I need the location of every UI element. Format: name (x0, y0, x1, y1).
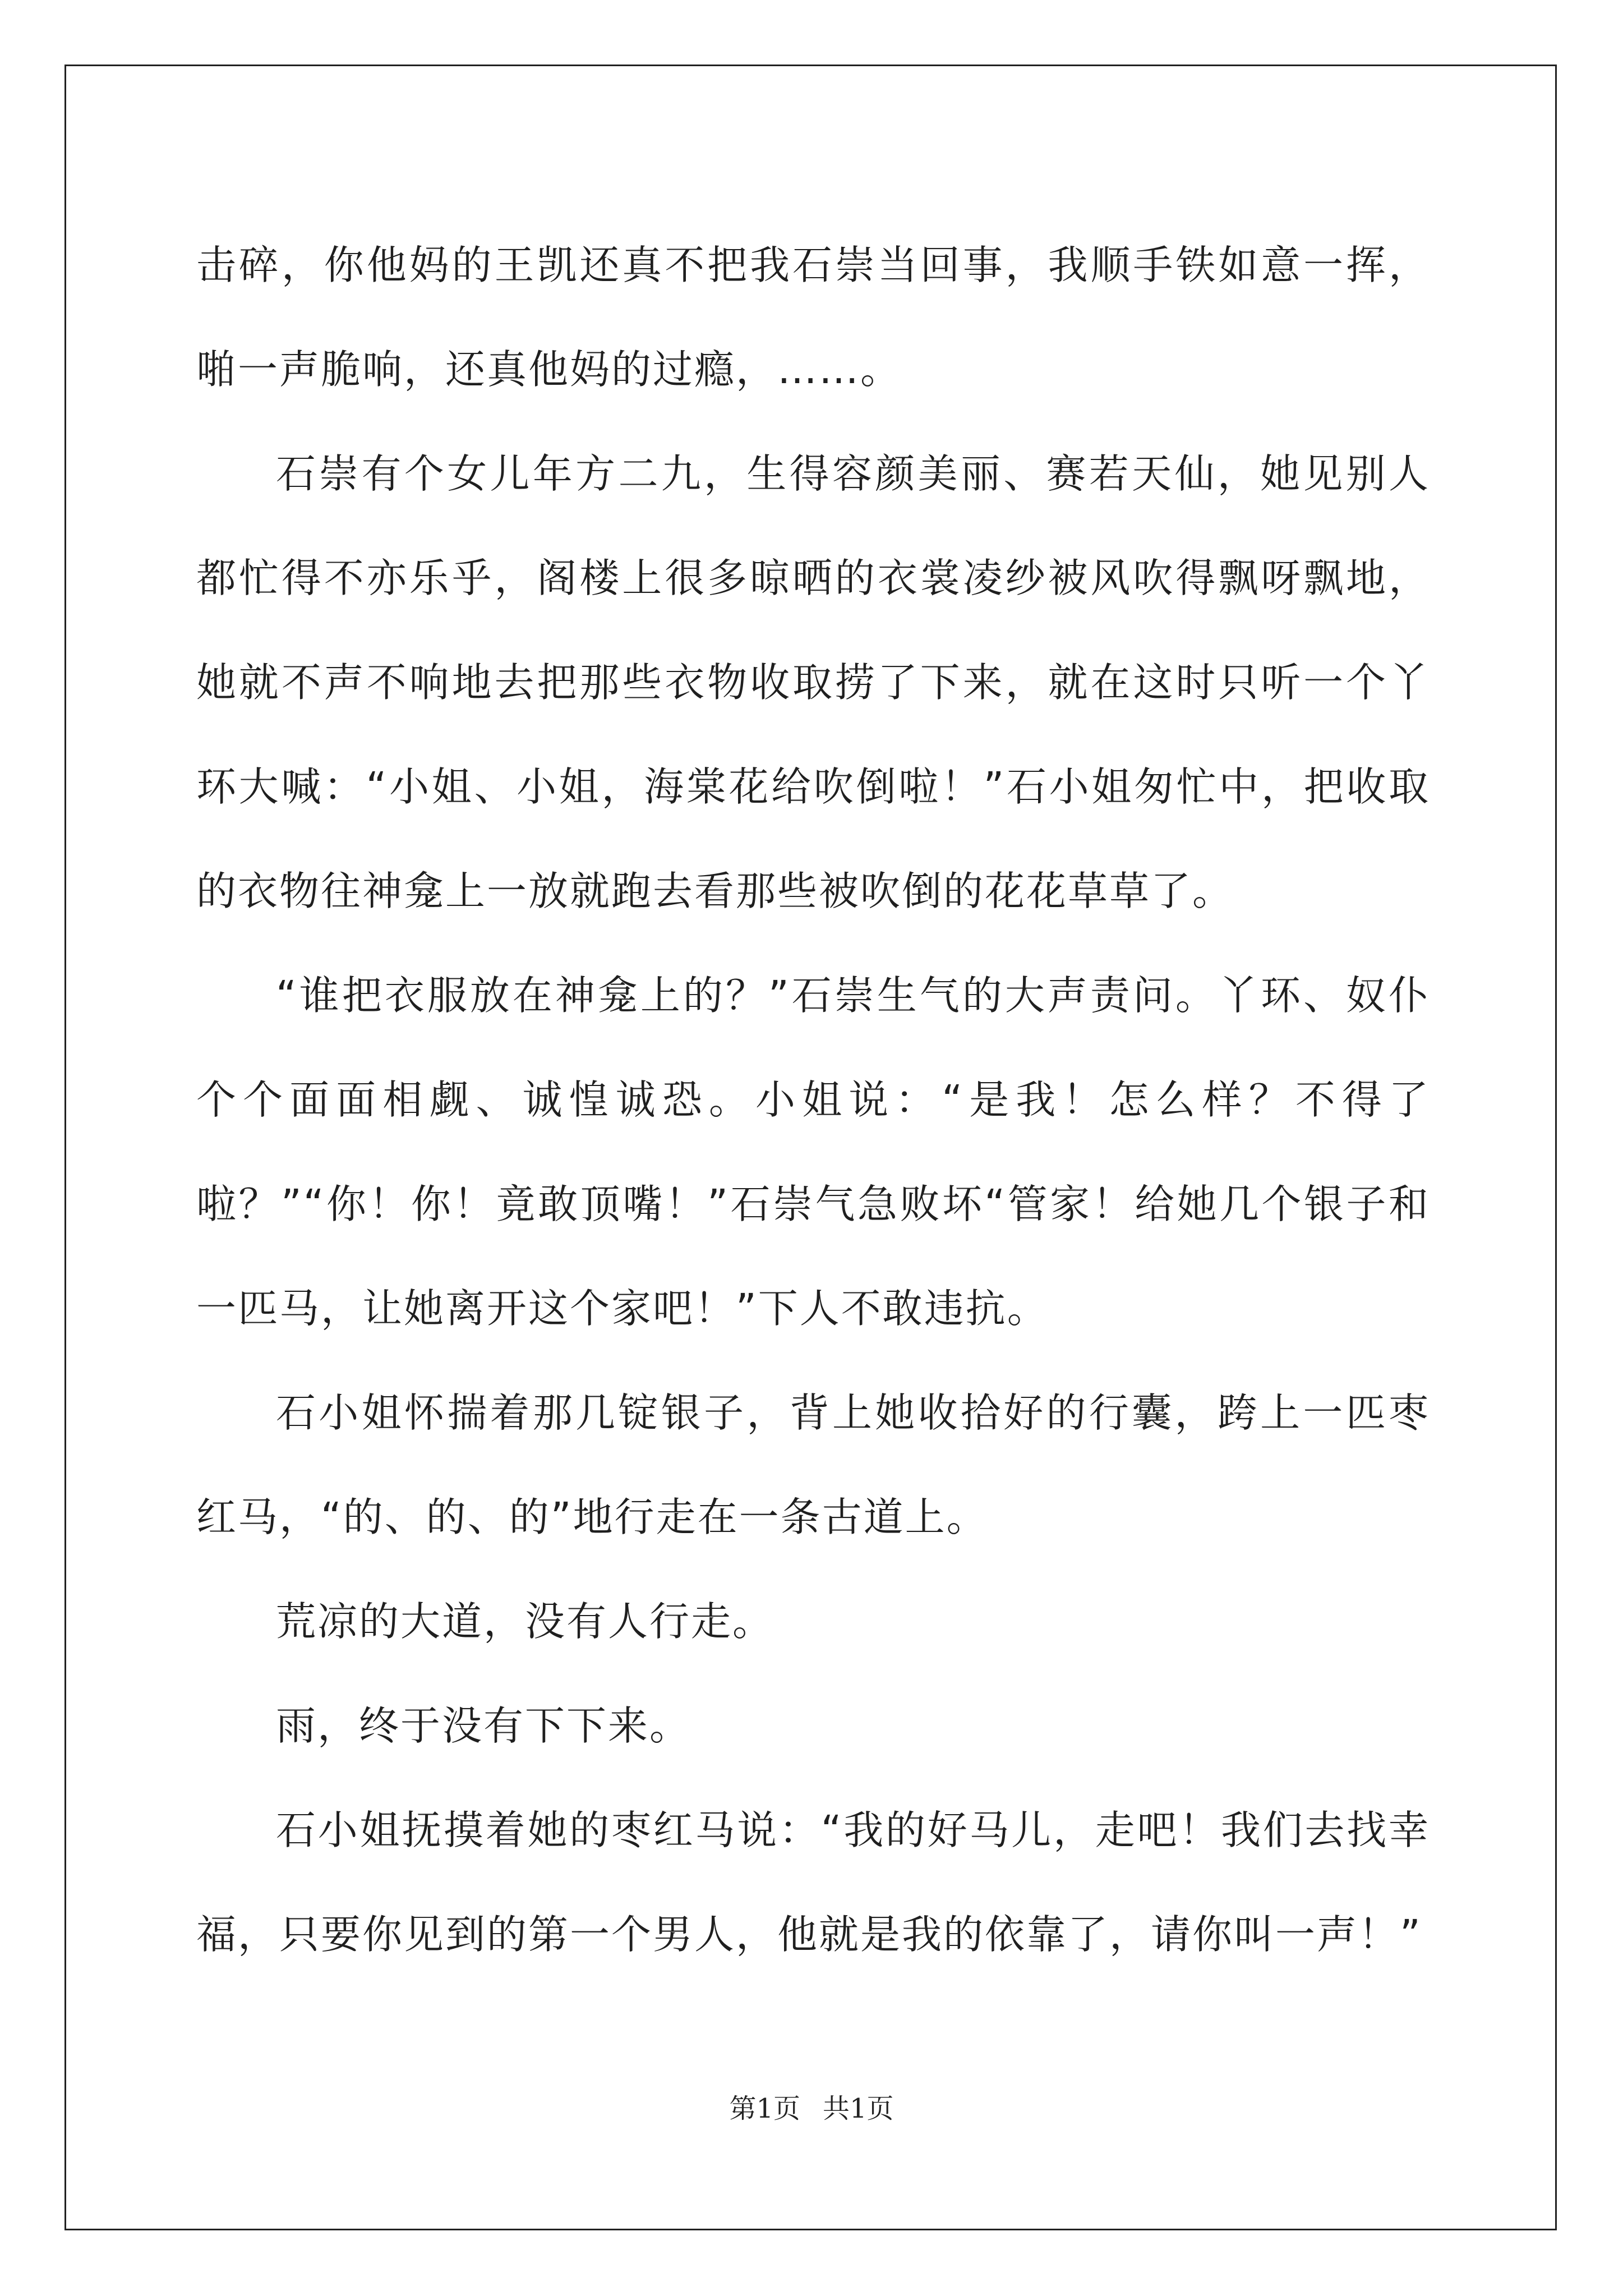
paragraph: 石小姐怀揣着那几锭银子，背上她收拾好的行囊，跨上一匹枣红马，“的、的、的”地行走在一条古道上。 (196, 1389, 1430, 1540)
paragraph: 石小姐抚摸着她的枣红马说：“我的好马儿，走吧！我们去找幸福，只要你见到的第一个男人，他就是我的依靠了，请你叫一声！” (196, 1807, 1430, 1958)
document-body (196, 213, 1430, 1987)
paragraph: 石崇有个女儿年方二九，生得容颜美丽、赛若天仙，她见别人都忙得不亦乐乎，阁楼上很多晾晒的衣裳凌纱被风吹得飘呀飘地，她就不声不响地去把那些衣物收取捞了下来，就在这时只听一个丫环大喊：“小姐、小姐，海棠花给吹倒啦！”石小姐匆忙中，把收取的衣物往神龛上一放就跑去看那些被吹倒的花花草草了。 (196, 450, 1430, 914)
paragraph: “谁把衣服放在神龛上的？”石崇生气的大声责问。丫环、奴仆个个面面相觑、诚惶诚恐。小姐说：“是我！怎么样？不得了啦？”“你！你！竟敢顶嘴！”石崇气急败坏“管家！给她几个银子和一匹马，让她离开这个家吧！”下人不敢违抗。 (196, 972, 1430, 1332)
page-number: 第1页 (729, 2093, 800, 2124)
paragraph: 击碎，你他妈的王凯还真不把我石崇当回事，我顺手铁如意一挥，啪一声脆响，还真他妈的过瘾，……。 (196, 242, 1430, 393)
page-total: 共1页 (823, 2093, 894, 2124)
paragraph: 雨，终于没有下下来。 (276, 1703, 691, 1749)
paragraph: 荒凉的大道，没有人行走。 (276, 1598, 774, 1645)
page-footer (0, 2087, 1623, 2125)
